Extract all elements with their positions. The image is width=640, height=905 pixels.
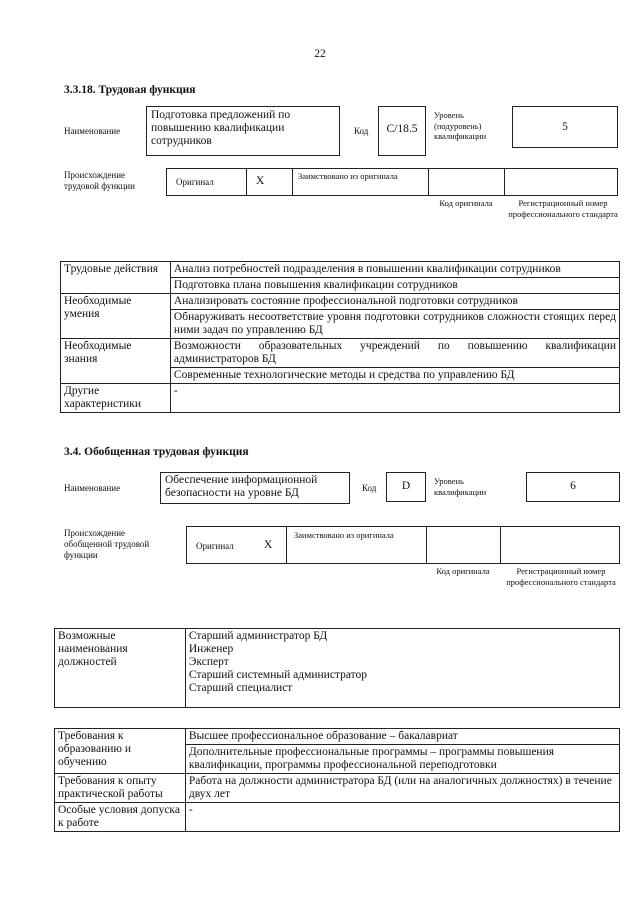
row-item: - [170, 384, 619, 413]
row-label: Другие характеристики [61, 384, 171, 413]
list-item: Старший системный администратор [188, 669, 368, 681]
borrowed-label-2: Заимствовано из оригинала [294, 530, 394, 540]
reg-number-caption-2: Регистрационный номер профессионального стандарта [506, 566, 616, 587]
code-original-caption: Код оригинала [439, 198, 493, 208]
code-box-2 [386, 472, 426, 502]
code-label-2: Код [362, 483, 377, 493]
code-value: С/18.5 [386, 123, 418, 135]
requirements-table [54, 728, 620, 832]
function-name-box [146, 106, 340, 156]
positions-table [54, 628, 620, 708]
row-item: Работа на должности администратора БД (или на аналогичных должностях) в течение двух лет [185, 774, 619, 803]
list-item: Старший специалист [188, 682, 293, 694]
table-row [55, 729, 620, 745]
origin-label-2: Происхождение обобщенной трудовой функции [64, 528, 150, 560]
level-value-2: 6 [570, 480, 576, 492]
list-item: Эксперт [188, 656, 229, 668]
table-row [55, 774, 620, 803]
row-label: Необходимые умения [61, 294, 171, 339]
section-heading-3-3-18: 3.3.18. Трудовая функция [64, 84, 196, 96]
section-heading-3-4: 3.4. Обобщенная трудовая функция [64, 446, 249, 458]
row-item: Возможности образовательных учреждений по повышению квалификации администраторов БД [170, 339, 619, 368]
row-label: Необходимые знания [61, 339, 171, 384]
name-label-2: Наименование [64, 483, 121, 493]
page-number: 22 [314, 48, 326, 60]
row-item: Обнаруживать несоответствие уровня подготовки сотрудников сложности стоящих перед ними задач по управлению БД [170, 310, 619, 339]
original-mark: X [256, 175, 265, 187]
row-item: Анализировать состояние профессиональной подготовки сотрудников [170, 294, 619, 310]
function-details-table [60, 261, 620, 413]
generalized-function-name-value: Обеспечение информационной безопасности на уровне БД [165, 474, 318, 499]
row-item: Подготовка плана повышения квалификации сотрудников [170, 278, 619, 294]
table-row [61, 384, 620, 413]
code-box [378, 106, 426, 156]
row-label: Требования к образованию и обучению [55, 729, 186, 774]
level-label: Уровень (подуровень) квалификации [434, 110, 487, 141]
origin-label: Происхождение трудовой функции [64, 170, 135, 191]
code-original-caption-2: Код оригинала [436, 566, 490, 576]
positions-list [185, 629, 619, 708]
row-item: Высшее профессиональное образование – бакалавриат [185, 729, 619, 745]
name-label: Наименование [64, 126, 121, 136]
row-item: Современные технологические методы и средства по управлению БД [170, 368, 619, 384]
row-item: - [185, 803, 619, 832]
table-row [61, 262, 620, 278]
table-row [55, 803, 620, 832]
reg-number-caption: Регистрационный номер профессионального стандарта [508, 198, 618, 219]
borrowed-label: Заимствовано из оригинала [298, 171, 398, 181]
original-label: Оригинал [176, 177, 214, 187]
original-mark-2: X [264, 539, 273, 551]
row-label: Требования к опыту практической работы [55, 774, 186, 803]
code-label: Код [354, 126, 369, 136]
row-label: Трудовые действия [61, 262, 171, 294]
generalized-function-name-box [160, 472, 350, 504]
code-value-2: D [401, 480, 411, 492]
row-item: Дополнительные профессиональные программы – программы повышения квалификации, программы профессиональной переподготовки [185, 745, 619, 774]
row-label: Особые условия допуска к работе [55, 803, 186, 832]
function-name-value: Подготовка предложений по повышению квалификации сотрудников [151, 109, 291, 147]
level-value: 5 [562, 121, 568, 133]
level-label-2: Уровень квалификации [434, 476, 487, 497]
original-label-2: Оригинал [196, 541, 234, 551]
level-box [512, 106, 618, 148]
table-row [55, 629, 620, 708]
row-item: Анализ потребностей подразделения в повышении квалификации сотрудников [170, 262, 619, 278]
positions-label: Возможные наименования должностей [55, 629, 186, 708]
table-row [61, 339, 620, 368]
level-box-2 [526, 472, 620, 502]
table-row [61, 294, 620, 310]
list-item: Старший администратор БД [188, 630, 328, 642]
list-item: Инженер [188, 643, 234, 655]
